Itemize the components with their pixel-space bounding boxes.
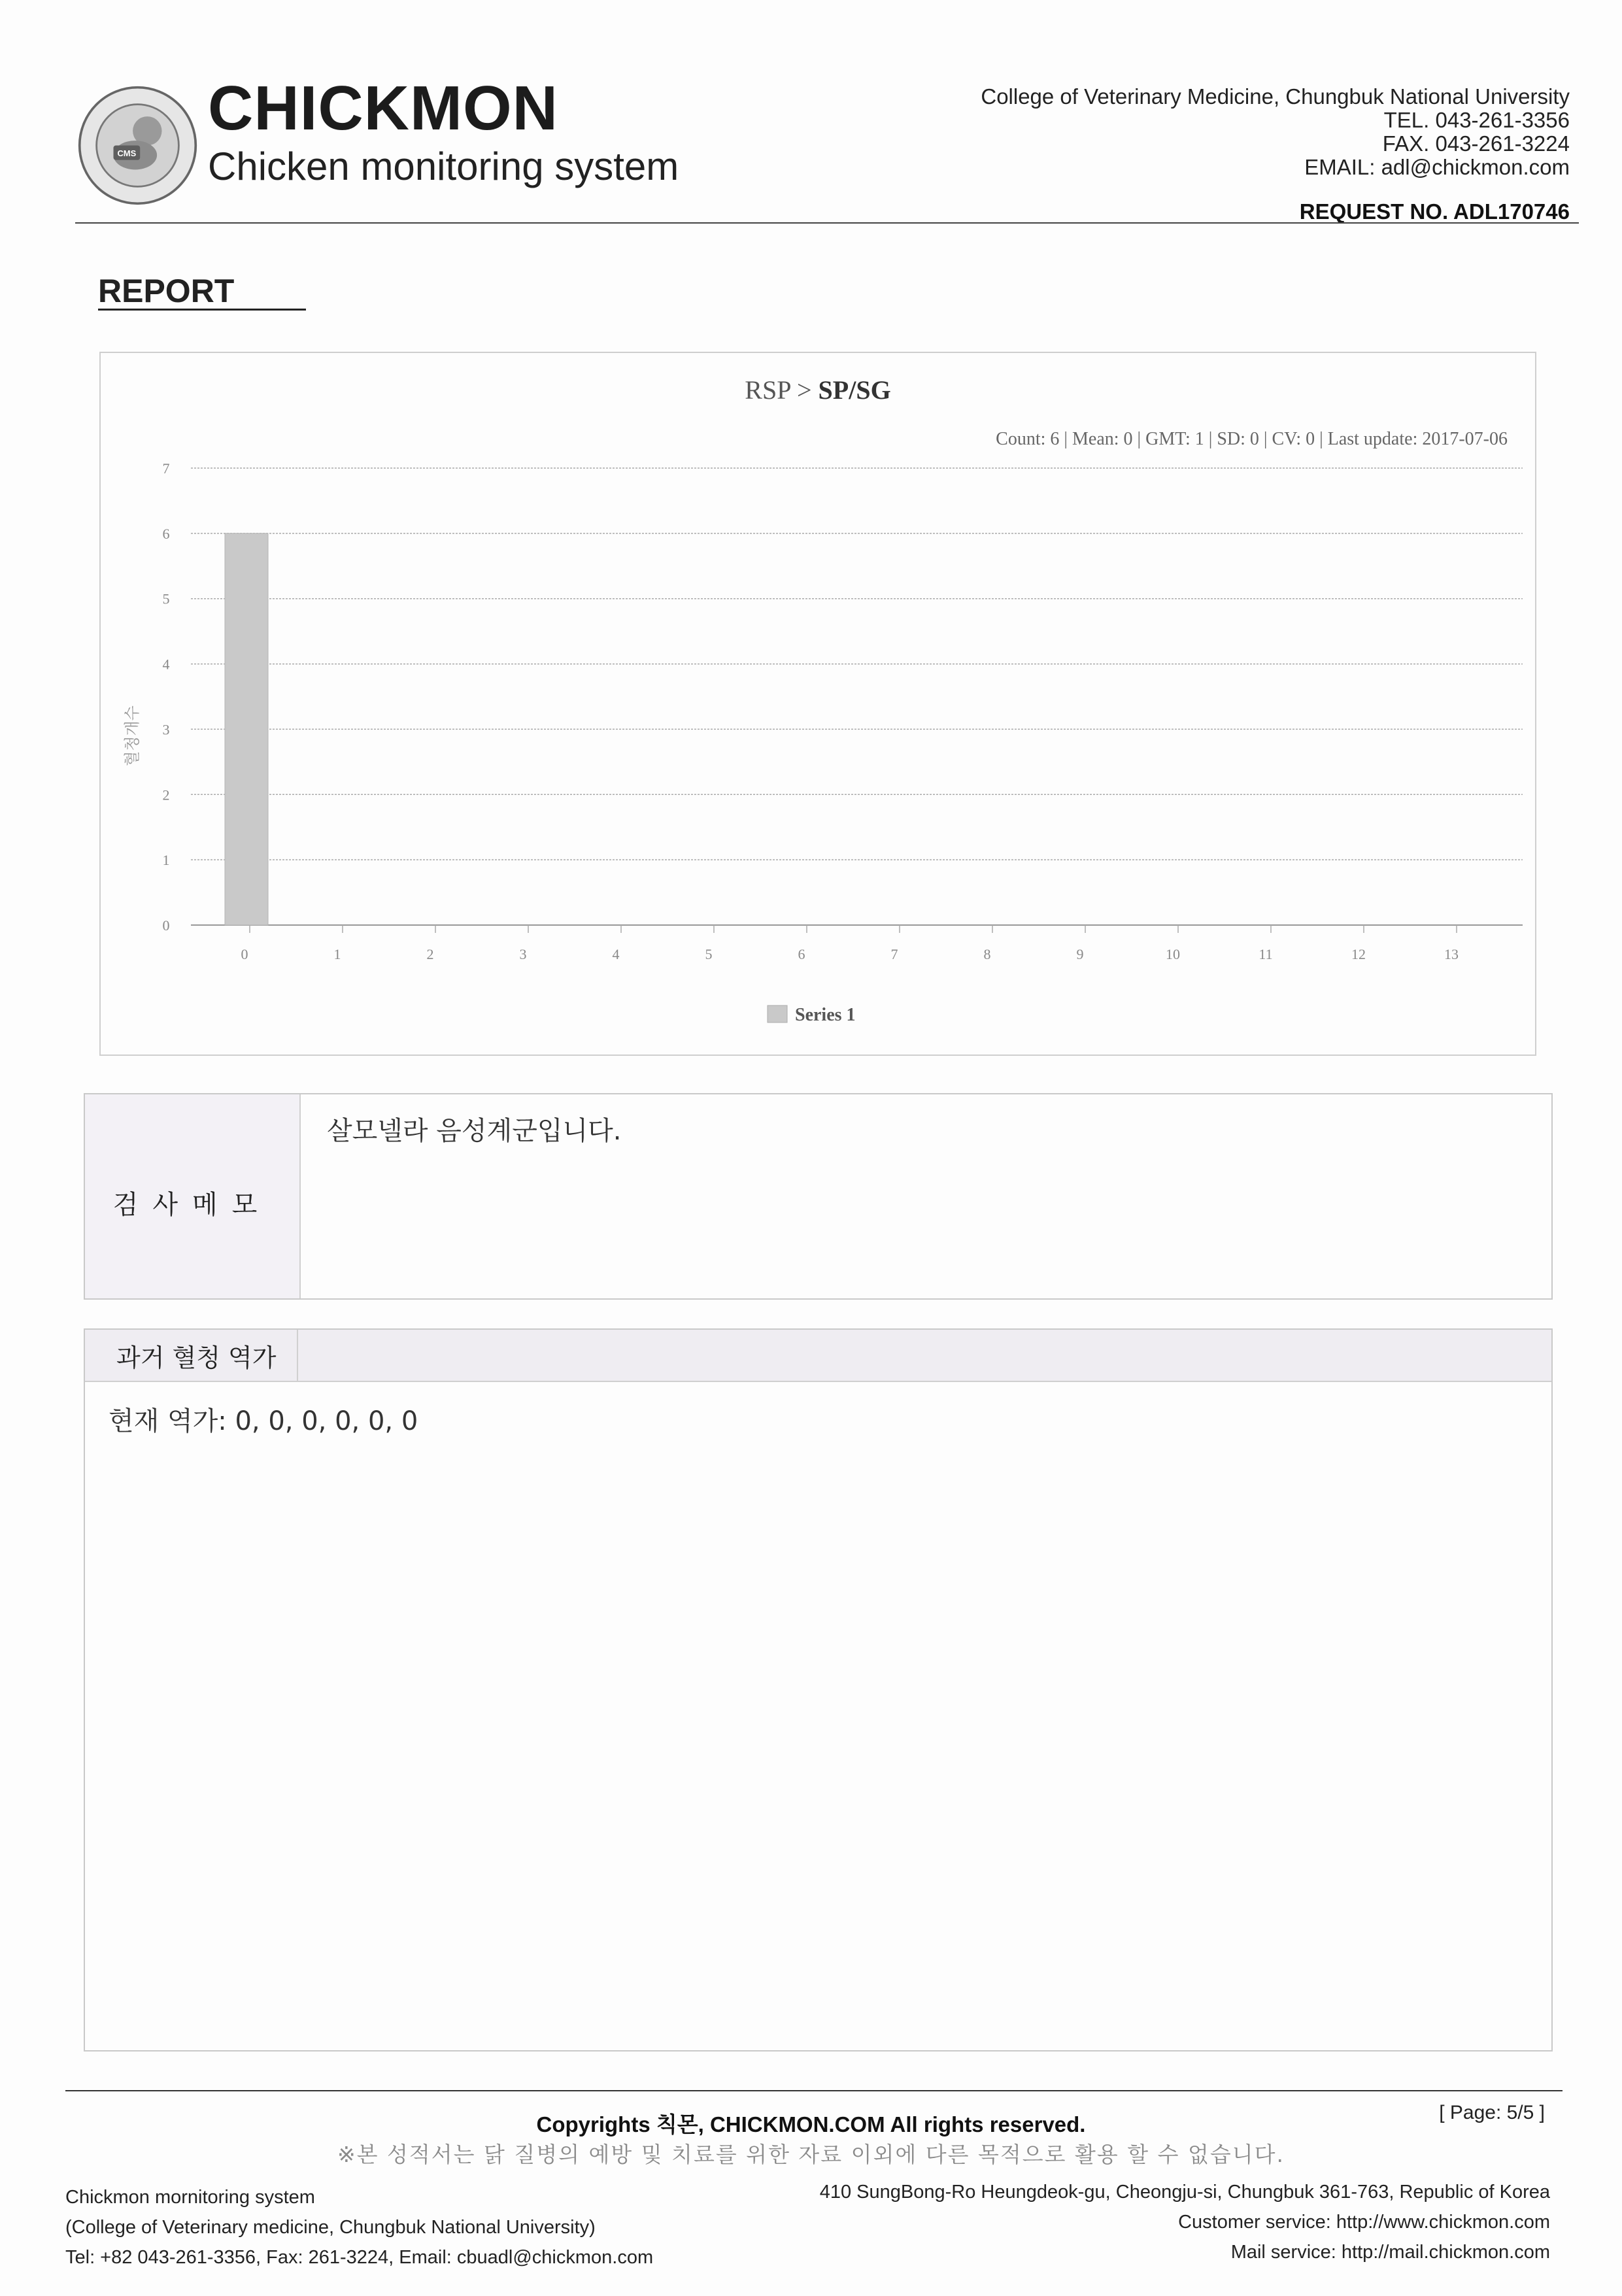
y-tick-label: 3 [162, 721, 170, 738]
page-number: [ Page: 5/5 ] [1439, 2102, 1545, 2123]
chart-stats: Count: 6 | Mean: 0 | GMT: 1 | SD: 0 | CV: 0 | Last update: 2017-07-06 [996, 429, 1508, 449]
brand-subtitle: Chicken monitoring system [208, 144, 679, 188]
history-label-cell [85, 1330, 298, 1381]
x-tick-label: 7 [890, 946, 898, 962]
history-label: 과거 혈청 역가 [116, 1343, 277, 1372]
chart-panel [99, 352, 1536, 1056]
footer-divider [65, 2090, 1563, 2091]
contact-block [981, 85, 1570, 179]
contact-email: EMAIL: adl@chickmon.com [1304, 155, 1570, 179]
report-heading: REPORT [98, 275, 306, 311]
chart-title-prefix: RSP > [745, 375, 819, 405]
y-axis-label: 혈청개수 [123, 705, 141, 766]
y-tick-label: 6 [162, 525, 170, 542]
footer-mail-service-link[interactable]: Mail service: http://mail.chickmon.com [1230, 2242, 1550, 2263]
memo-label-cell [85, 1094, 301, 1298]
x-tick-label: 13 [1444, 946, 1459, 962]
x-tick-label: 2 [426, 946, 434, 962]
brand-title: CHICKMON [208, 73, 558, 143]
footer-left-line: Tel: +82 043-261-3356, Fax: 261-3224, Email: cbuadl@chickmon.com [65, 2247, 654, 2268]
footer-left-info [65, 2182, 653, 2272]
x-tick-label: 6 [798, 946, 805, 962]
footer-left-line: Chickmon mornitoring system [65, 2187, 315, 2208]
footer-customer-service-link[interactable]: Customer service: http://www.chickmon.com [1178, 2212, 1550, 2233]
y-tick-label: 5 [162, 590, 170, 607]
x-tick-label: 11 [1259, 946, 1273, 962]
x-tick-label: 10 [1166, 946, 1180, 962]
x-tick-label: 4 [612, 946, 620, 962]
y-tick-label: 7 [162, 460, 170, 477]
x-tick-label: 9 [1076, 946, 1084, 962]
x-tick-label: 12 [1351, 946, 1366, 962]
x-tick-label: 8 [983, 946, 991, 962]
y-tick-label: 4 [162, 656, 170, 673]
x-tick-label: 5 [705, 946, 713, 962]
history-current-titer: 현재 역가: 0, 0, 0, 0, 0, 0 [109, 1406, 418, 1436]
y-tick-label: 2 [162, 786, 170, 803]
memo-content: 살모넬라 음성계군입니다. [327, 1116, 622, 1146]
bar-chart [101, 353, 1535, 1055]
request-number: REQUEST NO. ADL170746 [1299, 199, 1570, 224]
footer-right-info [820, 2177, 1550, 2267]
x-tick-label: 0 [241, 946, 248, 962]
footer-left-line: (College of Veterinary medicine, Chungbuk National University) [65, 2217, 596, 2238]
chart-title [745, 375, 890, 405]
chickmon-logo [77, 85, 198, 206]
y-tick-label: 1 [162, 852, 170, 869]
legend-swatch [768, 1005, 787, 1022]
y-tick-label: 0 [162, 917, 170, 934]
contact-institution: College of Veterinary Medicine, Chungbuk National University [981, 84, 1570, 109]
chart-title-main: SP/SG [818, 375, 891, 405]
bar [225, 533, 268, 925]
history-panel [84, 1328, 1553, 2051]
footer-address: 410 SungBong-Ro Heungdeok-gu, Cheongju-si, Chungbuk 361-763, Republic of Korea [819, 2182, 1550, 2203]
memo-label: 검사메모 [112, 1189, 272, 1220]
history-header [85, 1330, 1551, 1382]
header-divider [75, 222, 1579, 224]
logo-text: CMS [117, 148, 137, 159]
contact-fax: FAX. 043-261-3224 [1382, 131, 1570, 156]
x-tick-label: 1 [333, 946, 341, 962]
usage-notice: ※본 성적서는 닭 질병의 예방 및 치료를 위한 자료 이외에 다른 목적으로 활용 할 수 없습니다. [337, 2142, 1285, 2167]
memo-panel [84, 1093, 1553, 1300]
copyright: Copyrights 칙몬, CHICKMON.COM All rights reserved. [536, 2112, 1086, 2136]
x-tick-label: 3 [519, 946, 527, 962]
legend-label: Series 1 [795, 1005, 856, 1025]
contact-tel: TEL. 043-261-3356 [1383, 108, 1570, 132]
